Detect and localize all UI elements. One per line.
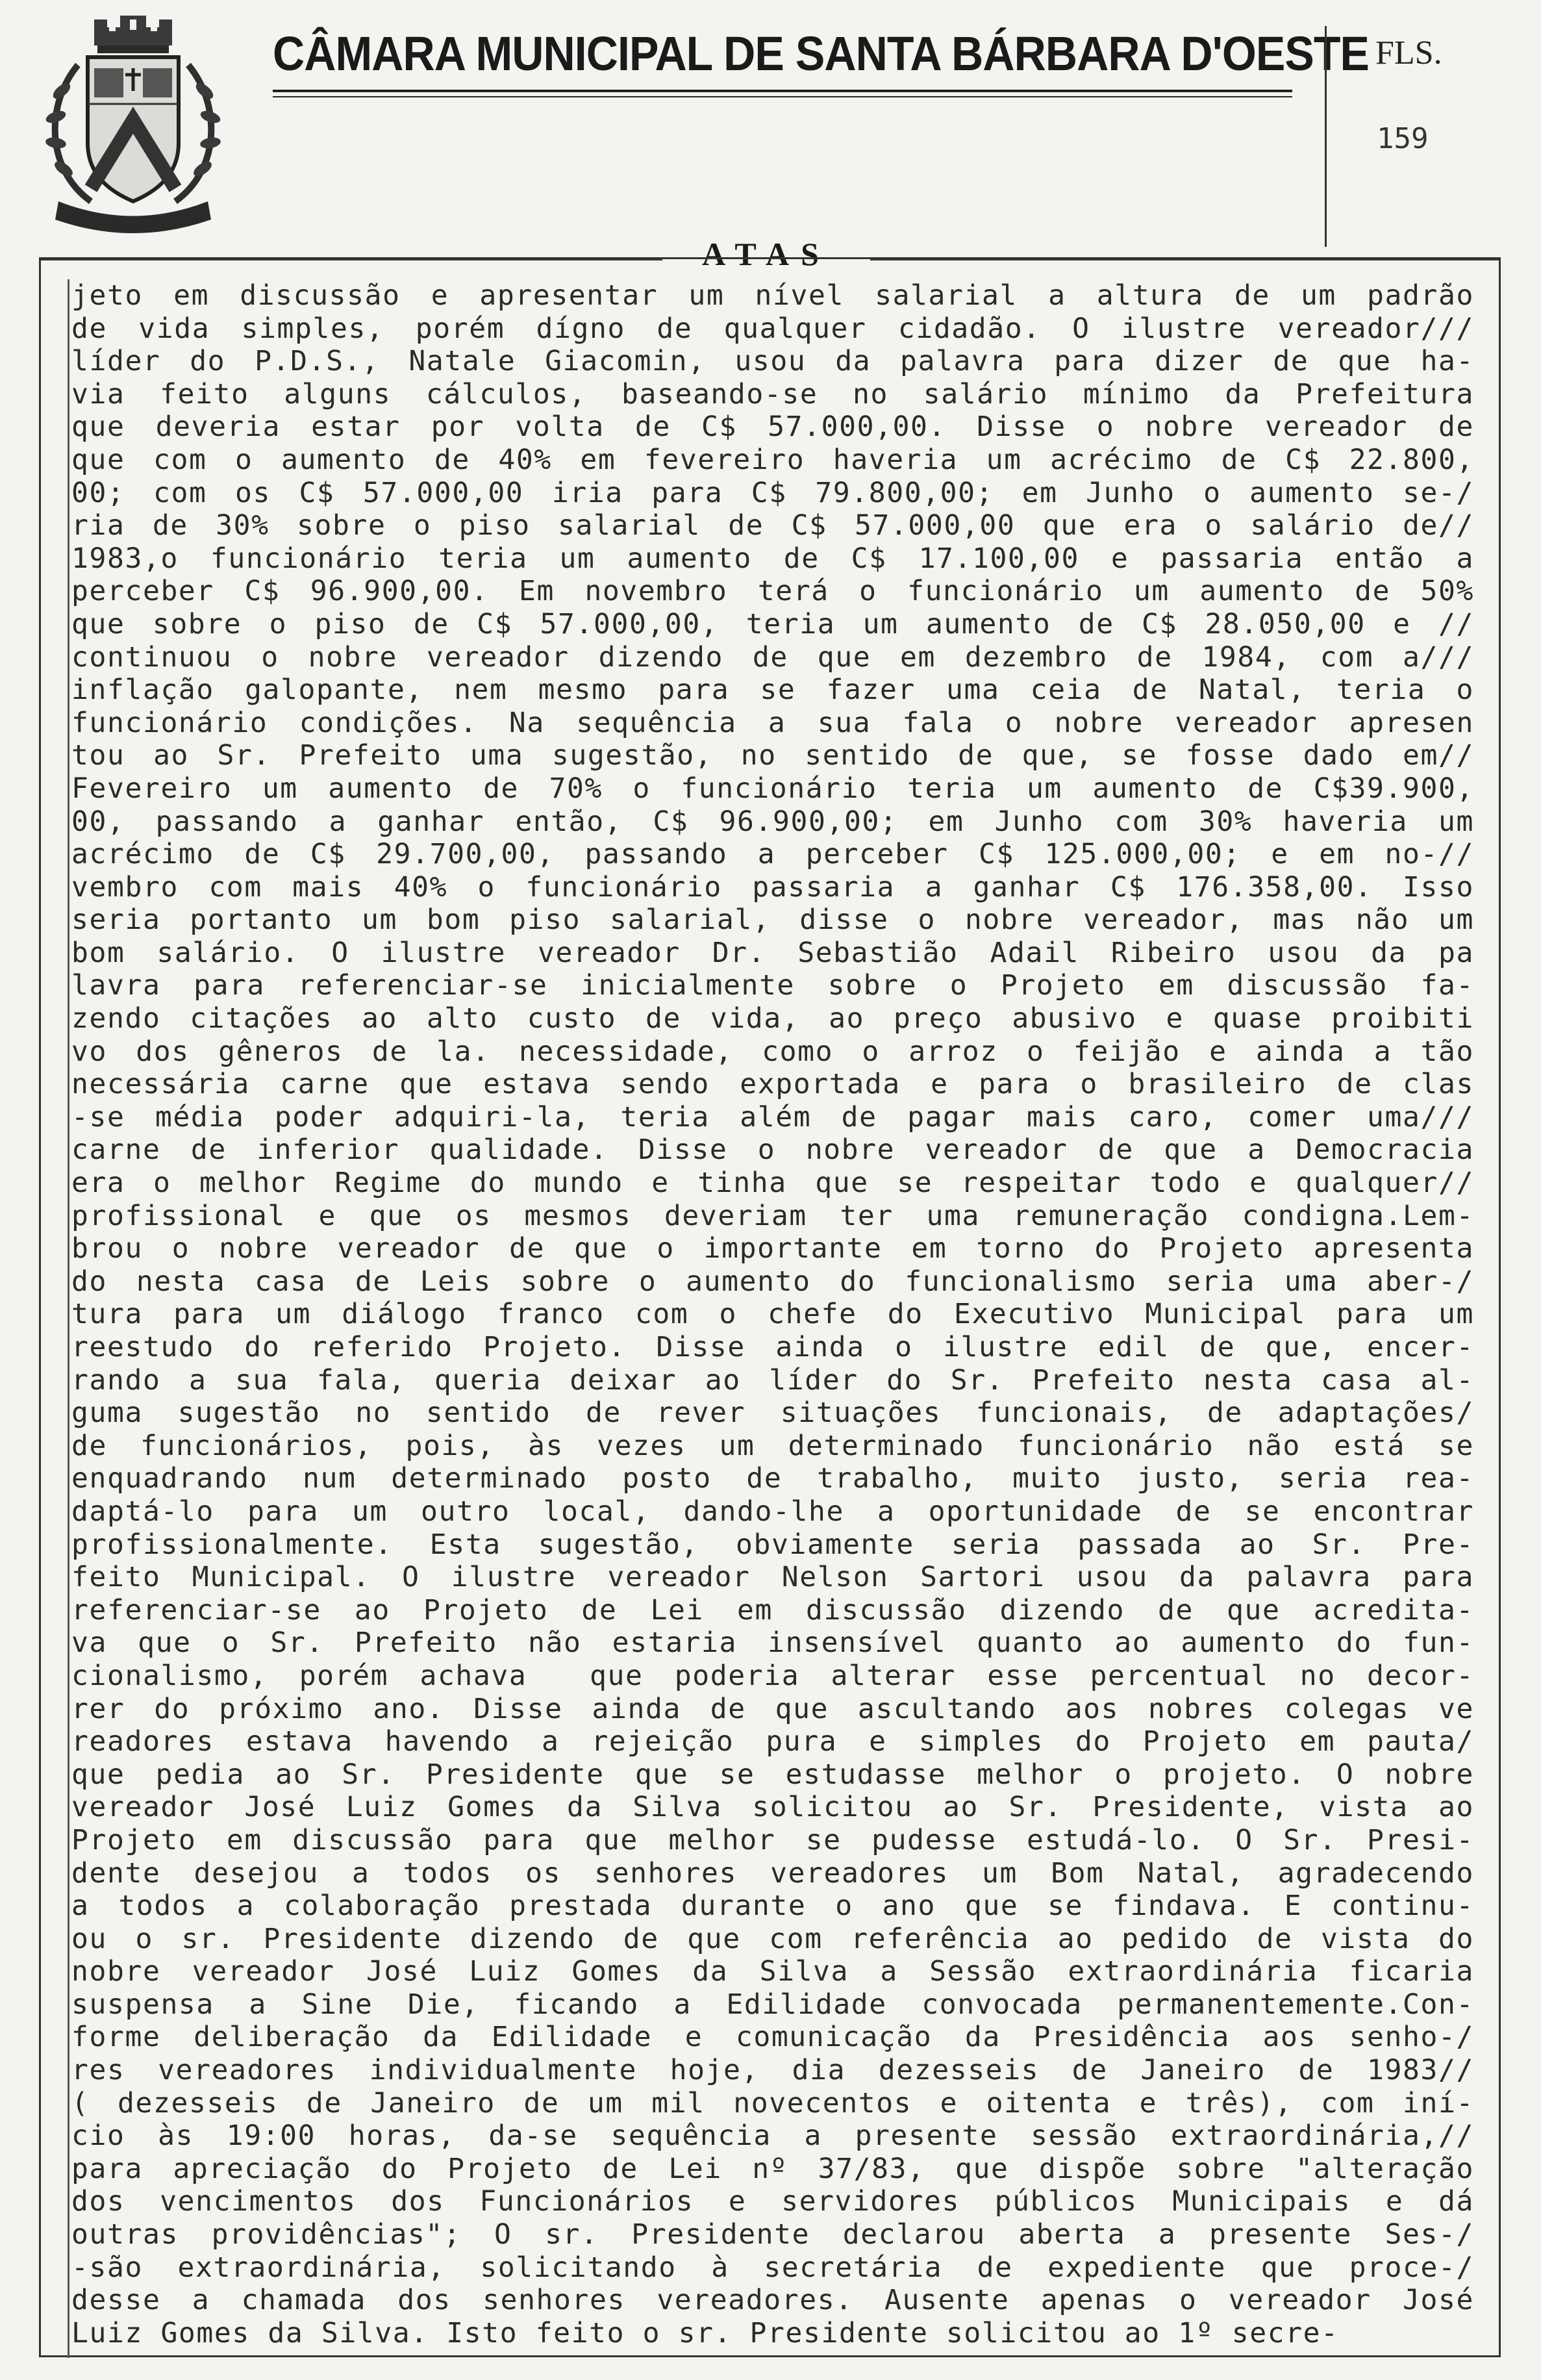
text-line: suspensa a Sine Die, ficando a Edilidade convocada permanentemente.Con-: [71, 1988, 1474, 2021]
text-line: lavra para referenciar-se inicialmente sobre o Projeto em discussão fa-: [71, 969, 1474, 1002]
header-divider: [1325, 26, 1327, 247]
text-line: inflação galopante, nem mesmo para se fazer uma ceia de Natal, teria o: [71, 674, 1474, 707]
text-line: nobre vereador José Luiz Gomes da Silva a Sessão extraordinária ficaria: [71, 1955, 1474, 1988]
text-line: forme deliberação da Edilidade e comunicação da Presidência aos senho-/: [71, 2021, 1474, 2054]
text-line: ( dezesseis de Janeiro de um mil novecentos e oitenta e três), com iní-: [71, 2086, 1474, 2120]
text-line: bom salário. O ilustre vereador Dr. Sebastião Adail Ribeiro usou da pa: [71, 936, 1474, 969]
text-line: para apreciação do Projeto de Lei nº 37/83, que dispõe sobre "alteração: [71, 2152, 1474, 2185]
text-line: do nesta casa de Leis sobre o aumento do funcionalismo seria uma aber-/: [71, 1265, 1474, 1298]
text-line: Projeto em discussão para que melhor se pudesse estudá-lo. O Sr. Presi-: [71, 1823, 1474, 1856]
text-line: zendo citações ao alto custo de vida, ao preço abusivo e quase proibiti: [71, 1002, 1474, 1035]
text-line: outras providências"; O sr. Presidente declarou aberta a presente Ses-/: [71, 2218, 1474, 2251]
text-line: vembro com mais 40% o funcionário passaria a ganhar C$ 176.358,00. Isso: [71, 870, 1474, 904]
text-line: tura para um diálogo franco com o chefe do Executivo Municipal para um: [71, 1298, 1474, 1331]
text-line: funcionário condições. Na sequência a sua fala o nobre vereador apresen: [71, 706, 1474, 739]
text-line: vo dos gêneros de la. necessidade, como o arroz o feijão e ainda a tão: [71, 1035, 1474, 1068]
text-line: 1983,o funcionário teria um aumento de C$ 17.100,00 e passaria então a: [71, 542, 1474, 575]
text-line: a todos a colaboração prestada durante o ano que se findava. E continu-: [71, 1890, 1474, 1923]
text-line: referenciar-se ao Projeto de Lei em discussão dizendo de que acredita-: [71, 1593, 1474, 1627]
text-line: -se média poder adquiri-la, teria além de pagar mais caro, comer uma///: [71, 1100, 1474, 1133]
frame-left: [39, 257, 41, 2355]
text-line: 00; com os C$ 57.000,00 iria para C$ 79.800,00; em Junho o aumento se-/: [71, 476, 1474, 509]
text-line: dos vencimentos dos Funcionários e servidores públicos Municipais e dá: [71, 2185, 1474, 2218]
text-line: líder do P.D.S., Natale Giacomin, usou da palavra para dizer de que ha-: [71, 345, 1474, 378]
title-rule: [273, 90, 1292, 92]
title-rule-thin: [273, 96, 1292, 97]
text-line: dente desejou a todos os senhores vereadores um Bom Natal, agradecendo: [71, 1856, 1474, 1890]
text-line: necessária carne que estava sendo exportada e para o brasileiro de clas: [71, 1068, 1474, 1101]
folio-label: FLS.: [1375, 34, 1442, 71]
text-line: enquadrando num determinado posto de trabalho, muito justo, seria rea-: [71, 1462, 1474, 1495]
text-line: via feito alguns cálculos, baseando-se no salário mínimo da Prefeitura: [71, 377, 1474, 411]
text-line: profissionalmente. Esta sugestão, obviamente seria passada ao Sr. Pre-: [71, 1528, 1474, 1561]
margin-line: [68, 279, 69, 2358]
municipal-coat-of-arms-icon: [32, 6, 234, 240]
text-line: desse a chamada dos senhores vereadores. Ausente apenas o vereador José: [71, 2284, 1474, 2317]
text-line: carne de inferior qualidade. Disse o nobre vereador de que a Democracia: [71, 1133, 1474, 1167]
frame-top: [39, 257, 1500, 259]
text-line: que sobre o piso de C$ 57.000,00, teria um aumento de C$ 28.050,00 e //: [71, 607, 1474, 640]
text-line: Fevereiro um aumento de 70% o funcionário teria um aumento de C$39.900,: [71, 772, 1474, 805]
text-line: perceber C$ 96.900,00. Em novembro terá o funcionário um aumento de 50%: [71, 575, 1474, 608]
text-line: daptá-lo para um outro local, dando-lhe a oportunidade de se encontrar: [71, 1495, 1474, 1528]
text-line: acrécimo de C$ 29.700,00, passando a perceber C$ 125.000,00; e em no-//: [71, 838, 1474, 871]
text-line: era o melhor Regime do mundo e tinha que se respeitar todo e qualquer//: [71, 1167, 1474, 1200]
text-line: continuou o nobre vereador dizendo de que em dezembro de 1984, com a///: [71, 640, 1474, 674]
text-line: que com o aumento de 40% em fevereiro haveria um acrécimo de C$ 22.800,: [71, 443, 1474, 476]
section-title: ATAS: [702, 236, 831, 272]
text-line: 00, passando a ganhar então, C$ 96.900,00; em Junho com 30% haveria um: [71, 805, 1474, 838]
text-line: rer do próximo ano. Disse ainda de que ascultando aos nobres colegas ve: [71, 1692, 1474, 1725]
text-line: tou ao Sr. Prefeito uma sugestão, no sentido de que, se fosse dado em//: [71, 739, 1474, 772]
text-line: cionalismo, porém achava que poderia alterar esse percentual no decor-: [71, 1659, 1474, 1692]
folio-number: 159: [1377, 122, 1429, 155]
frame-right: [1499, 257, 1501, 2355]
text-line: va que o Sr. Prefeito não estaria insensível quanto ao aumento do fun-: [71, 1627, 1474, 1660]
frame-bottom: [39, 2355, 1501, 2357]
text-line: readores estava havendo a rejeição pura e simples do Projeto em pauta/: [71, 1725, 1474, 1758]
text-line: que pedia ao Sr. Presidente que se estudasse melhor o projeto. O nobre: [71, 1758, 1474, 1791]
text-line: reestudo do referido Projeto. Disse ainda o ilustre edil de que, encer-: [71, 1331, 1474, 1363]
text-line: jeto em discussão e apresentar um nível salarial a altura de um padrão: [71, 279, 1474, 312]
text-line: res vereadores individualmente hoje, dia dezesseis de Janeiro de 1983//: [71, 2054, 1474, 2087]
text-line: rando a sua fala, queria deixar ao líder do Sr. Prefeito nesta casa al-: [71, 1363, 1474, 1397]
text-line: guma sugestão no sentido de rever situações funcionais, de adaptações/: [71, 1397, 1474, 1430]
text-line: ria de 30% sobre o piso salarial de C$ 57.000,00 que era o salário de//: [71, 509, 1474, 542]
text-line: de vida simples, porém dígno de qualquer cidadão. O ilustre vereador///: [71, 312, 1474, 345]
text-line: cio às 19:00 horas, da-se sequência a presente sessão extraordinária,//: [71, 2120, 1474, 2153]
text-line: seria portanto um bom piso salarial, disse o nobre vereador, mas não um: [71, 904, 1474, 937]
text-line: que deveria estar por volta de C$ 57.000,00. Disse o nobre vereador de: [71, 411, 1474, 444]
text-line: profissional e que os mesmos deveriam ter uma remuneração condigna.Lem-: [71, 1199, 1474, 1232]
chamber-title: CÂMARA MUNICIPAL DE SANTA BÁRBARA D'OESTE: [273, 27, 1370, 81]
text-line: vereador José Luiz Gomes da Silva solicitou ao Sr. Presidente, vista ao: [71, 1791, 1474, 1824]
text-line: feito Municipal. O ilustre vereador Nelson Sartori usou da palavra para: [71, 1561, 1474, 1594]
text-line: -são extraordinária, solicitando à secretária de expediente que proce-/: [71, 2251, 1474, 2284]
text-line: brou o nobre vereador de que o importante em torno do Projeto apresenta: [71, 1232, 1474, 1265]
text-line: de funcionários, pois, às vezes um determinado funcionário não está se: [71, 1429, 1474, 1462]
text-line: Luiz Gomes da Silva. Isto feito o sr. Presidente solicitou ao 1º secre-: [71, 2316, 1339, 2349]
minutes-body: [71, 279, 1474, 2349]
text-line: ou o sr. Presidente dizendo de que com referência ao pedido de vista do: [71, 1922, 1474, 1955]
